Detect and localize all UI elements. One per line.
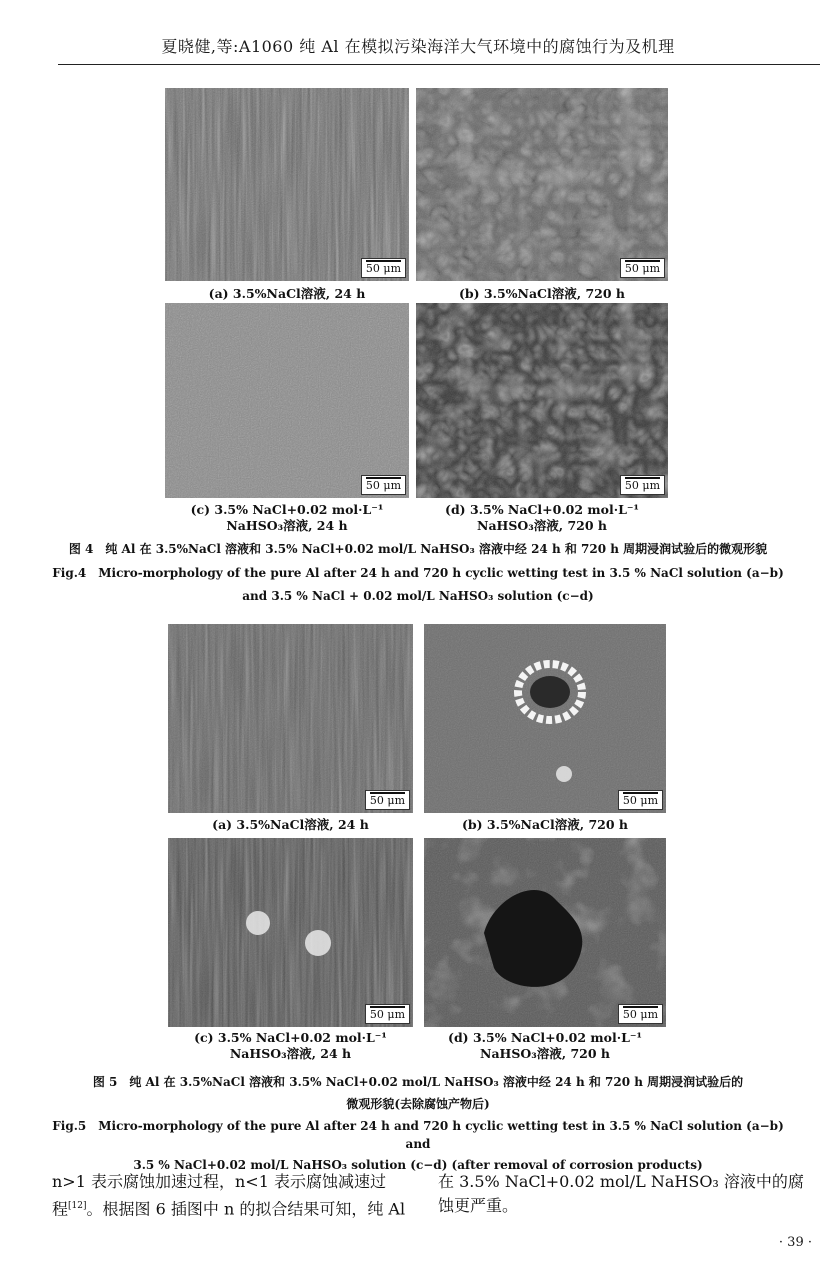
body-right-column xyxy=(438,1170,820,1218)
fig4-caption-en-2: and 3.5 % NaCl + 0.02 mol/L NaHSO₃ solution (c−d) xyxy=(242,589,594,603)
fig5-image-b xyxy=(424,624,666,813)
fig4-label-c-line2: NaHSO₃溶液, 24 h xyxy=(226,518,348,533)
fig4-caption-cn: 图 4 纯 Al 在 3.5%NaCl 溶液和 3.5% NaCl+0.02 mol/L NaHSO₃ 溶液中经 24 h 和 720 h 周期浸润试验后的微观形貌 xyxy=(68,542,768,556)
body-left-line2a: 程 xyxy=(52,1199,69,1219)
fig5-label-d-line1: (d) 3.5% NaCl+0.02 mol·L⁻¹ xyxy=(448,1030,642,1045)
body-left-line2b: 。根据图 6 插图中 n 的拟合结果可知，纯 Al xyxy=(86,1199,406,1219)
page-number: · 39 · xyxy=(778,1235,812,1250)
fig4-image-b xyxy=(416,88,668,281)
body-right-line2: 蚀更严重。 xyxy=(438,1196,519,1215)
fig5-label-b: (b) 3.5%NaCl溶液, 720 h xyxy=(461,817,628,832)
fig5-caption-cn-2: 微观形貌(去除腐蚀产物后) xyxy=(346,1097,490,1111)
body-left-column xyxy=(52,1170,420,1221)
scale-bar: 50 μm xyxy=(620,258,665,278)
body-right-line1: 在 3.5% NaCl+0.02 mol/L NaHSO₃ 溶液中的腐 xyxy=(438,1172,804,1191)
fig4-image-d xyxy=(416,303,668,498)
fig5-caption-cn-1: 图 5 纯 Al 在 3.5%NaCl 溶液和 3.5% NaCl+0.02 mol/L NaHSO₃ 溶液中经 24 h 和 720 h 周期浸润试验后的 xyxy=(92,1075,744,1089)
fig5-label-d-line2: NaHSO₃溶液, 720 h xyxy=(480,1046,610,1061)
fig5-image-d xyxy=(424,838,666,1027)
scale-bar: 50 μm xyxy=(361,475,406,495)
running-title: 夏晓健,等:A1060 纯 Al 在模拟污染海洋大气环境中的腐蚀行为及机理 xyxy=(161,37,675,56)
fig5-label-c-line2: NaHSO₃溶液, 24 h xyxy=(229,1046,352,1061)
fig5-label-d xyxy=(424,1030,666,1062)
body-left-line2 xyxy=(52,1194,420,1221)
fig4-label-b: (b) 3.5%NaCl溶液, 720 h xyxy=(458,286,625,301)
fig5-caption xyxy=(40,1073,796,1174)
fig5-image-a xyxy=(168,624,413,813)
scale-bar: 50 μm xyxy=(361,258,406,278)
fig4-caption-en-1: Fig.4 Micro-morphology of the pure Al after 24 h and 720 h cyclic wetting test in 3.5 % NaCl solution (a−b) xyxy=(52,566,784,580)
fig5-caption-en-2: 3.5 % NaCl+0.02 mol/L NaHSO₃ solution (c−d) (after removal of corrosion products) xyxy=(133,1158,703,1172)
reference-12[interactable]: [12] xyxy=(68,1201,87,1211)
fig4-label-d xyxy=(416,502,668,534)
fig4-label-a: (a) 3.5%NaCl溶液, 24 h xyxy=(208,286,366,301)
scale-bar: 50 μm xyxy=(618,790,663,810)
fig4-label-d-line1: (d) 3.5% NaCl+0.02 mol·L⁻¹ xyxy=(445,502,639,517)
scale-bar: 50 μm xyxy=(620,475,665,495)
fig4-image-c xyxy=(165,303,409,498)
scale-bar: 50 μm xyxy=(365,1004,410,1024)
fig5-label-a: (a) 3.5%NaCl溶液, 24 h xyxy=(212,817,369,832)
header-rule xyxy=(58,64,820,65)
fig5-caption-en-1: Fig.5 Micro-morphology of the pure Al after 24 h and 720 h cyclic wetting test in 3.5 % NaCl solution (a−b) and xyxy=(52,1119,784,1151)
scale-bar: 50 μm xyxy=(365,790,410,810)
fig5-image-c xyxy=(168,838,413,1027)
fig4-label-c xyxy=(165,502,409,534)
fig4-image-a xyxy=(165,88,409,281)
fig4-label-d-line2: NaHSO₃溶液, 720 h xyxy=(477,518,607,533)
scale-bar: 50 μm xyxy=(618,1004,663,1024)
fig4-label-c-line1: (c) 3.5% NaCl+0.02 mol·L⁻¹ xyxy=(190,502,384,517)
fig4-caption xyxy=(40,540,796,605)
fig5-label-c-line1: (c) 3.5% NaCl+0.02 mol·L⁻¹ xyxy=(194,1030,387,1045)
fig5-label-c xyxy=(168,1030,413,1062)
body-left-line1: n>1 表示腐蚀加速过程，n<1 表示腐蚀减速过 xyxy=(52,1172,386,1191)
